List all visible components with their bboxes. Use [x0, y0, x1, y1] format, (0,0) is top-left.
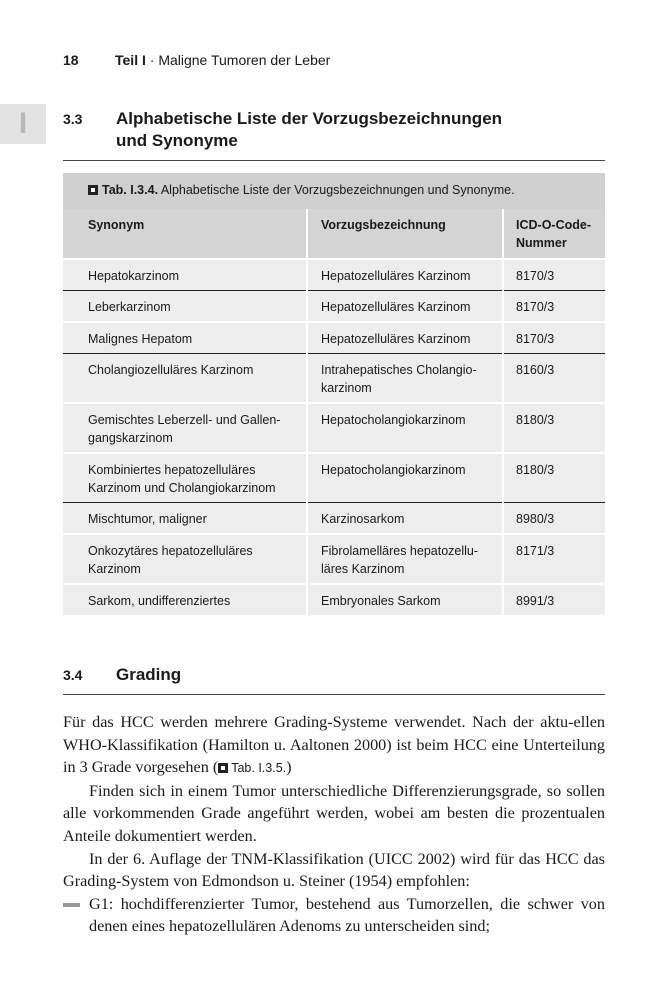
cell-synonym: Mischtumor, maligner [63, 503, 307, 535]
section-title [116, 108, 605, 152]
part-label: Teil I [115, 52, 146, 68]
body-text [63, 711, 605, 938]
table-row [63, 291, 605, 323]
cell-code: 8180/3 [503, 453, 605, 503]
header-code: ICD-O-Code-Nummer [503, 209, 605, 259]
caption-text: Alphabetische Liste der Vorzugsbezeichnungen und Synonyme. [158, 183, 515, 197]
table-grid [63, 209, 605, 615]
running-header [63, 52, 330, 68]
section-number: 3.4 [63, 667, 83, 683]
cell-synonym: Sarkom, undifferenziertes [63, 584, 307, 615]
section-title: Grading [116, 665, 182, 684]
table-marker-icon [88, 185, 98, 195]
chapter-title: Maligne Tumoren der Leber [158, 52, 331, 68]
table-row [63, 259, 605, 291]
cell-code: 8980/3 [503, 503, 605, 535]
synonym-table [63, 173, 605, 615]
table-reference-link[interactable] [218, 761, 286, 775]
section-3-4-heading [63, 664, 605, 686]
section-title-line-1: Alphabetische Liste der Vorzugsbezeichnungen [116, 109, 503, 128]
paragraph-text: Für das HCC werden mehrere Grading-Systeme verwendet. Nach der aktu-ellen WHO-Klassifikation (Hamilton u. Aaltonen 2000) ist beim HCC eine Unterteilung in 3 Grade vorgesehen ( [63, 713, 605, 777]
cell-code: 8991/3 [503, 584, 605, 615]
cell-code: 8160/3 [503, 354, 605, 404]
cell-synonym: Hepatokarzinom [63, 259, 307, 291]
caption-label: Tab. I.3.4. [102, 183, 159, 197]
cell-preferred: Embryonales Sarkom [307, 584, 503, 615]
cell-preferred: Intrahepatisches Cholangio-karzinom [307, 354, 503, 404]
cell-preferred: Hepatozelluläres Karzinom [307, 291, 503, 323]
section-rule [63, 160, 605, 161]
section-title-line-2: und Synonyme [116, 131, 238, 150]
section-3-3-heading [63, 108, 605, 152]
cell-code: 8170/3 [503, 259, 605, 291]
cell-preferred: Karzinosarkom [307, 503, 503, 535]
cell-synonym: Kombiniertes hepatozelluläres Karzinom und Cholangiokarzinom [63, 453, 307, 503]
list-item [63, 893, 605, 938]
table-row [63, 403, 605, 453]
cell-synonym: Malignes Hepatom [63, 322, 307, 354]
table-row [63, 453, 605, 503]
table-row [63, 584, 605, 615]
table-row [63, 503, 605, 535]
paragraph [63, 711, 605, 780]
table-header-row [63, 209, 605, 259]
table-row [63, 354, 605, 404]
cell-preferred: Hepatozelluläres Karzinom [307, 259, 503, 291]
part-tab-marker: I [0, 104, 46, 144]
cell-synonym: Gemischtes Leberzell- und Gallen-gangskarzinom [63, 403, 307, 453]
table-row [63, 534, 605, 584]
header-preferred: Vorzugsbezeichnung [307, 209, 503, 259]
header-synonym: Synonym [63, 209, 307, 259]
cell-preferred: Hepatocholangiokarzinom [307, 403, 503, 453]
list-item-text: G1: hochdifferenzierter Tumor, bestehend aus Tumorzellen, die schwer von denen eines hepatozellulären Adenoms zu unterscheiden sind; [89, 894, 605, 936]
table-caption [63, 173, 605, 209]
cell-synonym: Cholangiozelluläres Karzinom [63, 354, 307, 404]
cell-code: 8170/3 [503, 291, 605, 323]
bullet-dash-icon [63, 903, 80, 907]
cell-code: 8171/3 [503, 534, 605, 584]
cell-preferred: Fibrolamelläres hepatozellu-läres Karzinom [307, 534, 503, 584]
table-marker-icon [218, 763, 228, 773]
section-number: 3.3 [63, 111, 83, 127]
page-number: 18 [63, 52, 79, 68]
paragraph: In der 6. Auflage der TNM-Klassifikation (UICC 2002) wird für das HCC das Grading-System von Edmondson u. Steiner (1954) empfohlen: [63, 849, 605, 891]
header-separator: · [145, 52, 159, 68]
table-row [63, 322, 605, 354]
section-rule [63, 694, 605, 695]
cell-code: 8180/3 [503, 403, 605, 453]
table-reference-label: Tab. I.3.5. [231, 761, 287, 776]
cell-synonym: Leberkarzinom [63, 291, 307, 323]
cell-preferred: Hepatozelluläres Karzinom [307, 322, 503, 354]
cell-preferred: Hepatocholangiokarzinom [307, 453, 503, 503]
paragraph: Finden sich in einem Tumor unterschiedliche Differenzierungsgrade, so sollen alle vorkommenden Grade angeführt werden, wobei am besten die prozentualen Anteile dokumentiert werden. [63, 781, 605, 845]
paragraph-text-end: ) [286, 758, 292, 777]
cell-code: 8170/3 [503, 322, 605, 354]
cell-synonym: Onkozytäres hepatozelluläres Karzinom [63, 534, 307, 584]
